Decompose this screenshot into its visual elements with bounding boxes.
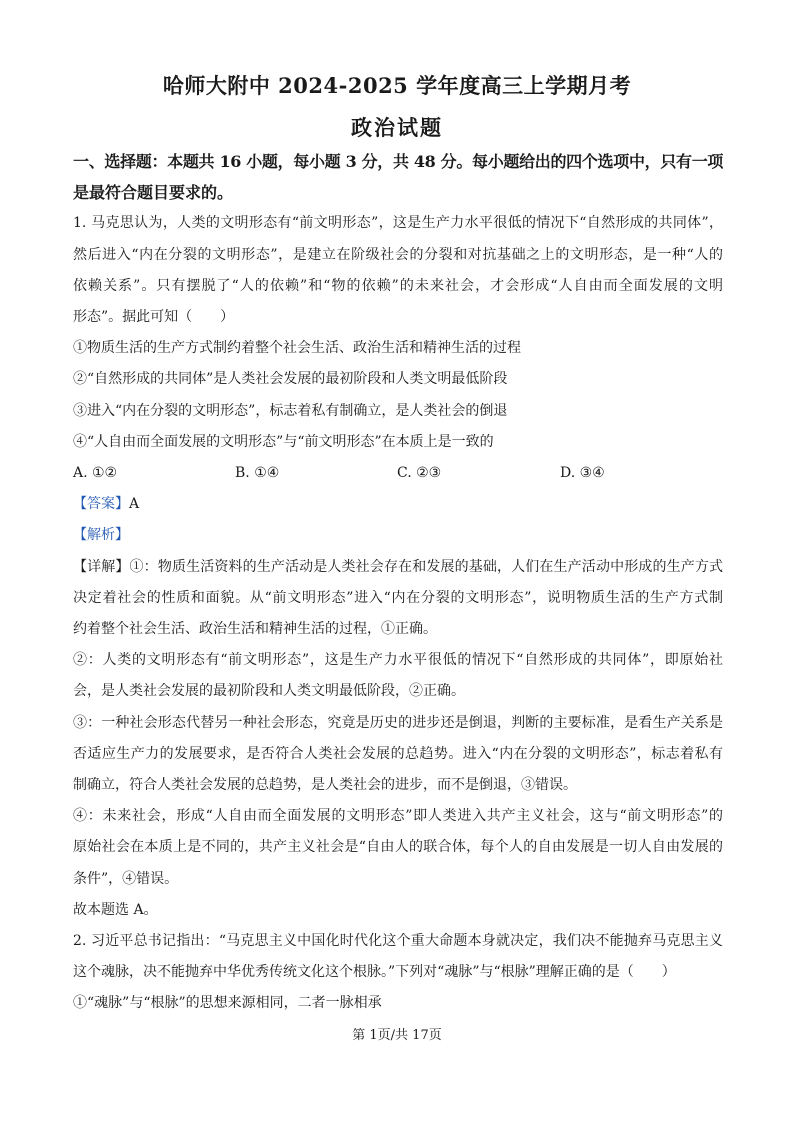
q2-statement: ①“魂脉”与“根脉”的思想来源相同，二者一脉相承 [73,995,382,1012]
answer-line [73,489,723,520]
q1-stem-line: 然后进入“内在分裂的文明形态”，是建立在阶级社会的分裂和对抗基础之上的文明形态，是一种“人的 [73,246,723,263]
q1-stem-line: 1. 马克思认为，人类的文明形态有“前文明形态”，这是生产力水平很低的情况下“自然形成的共同体”， [73,215,723,232]
detail-line: ③：一种社会形态代替另一种社会形态，究竟是历史的进步还是倒退，判断的主要标准，是看生产关系是 [73,714,723,731]
exam-title: 哈师大附中 2024-2025 学年度高三上学期月考 [162,73,632,98]
conclusion: 故本题选 A。 [73,901,158,918]
option-b: B. ①④ [235,465,280,482]
q1-statement: ③进入“内在分裂的文明形态”，标志着私有制确立，是人类社会的倒退 [73,402,508,419]
page-footer: 第 1页/共 17页 [352,1028,442,1043]
q2-stem-line: 这个魂脉，决不能抛弃中华优秀传统文化这个根脉。”下列对“魂脉”与“根脉”理解正确的是（ ） [73,964,676,981]
q1-stem-line: 依赖关系”。只有摆脱了“人的依赖”和“物的依赖”的未来社会，才会形成“人自由而全面发展的文明 [73,277,723,294]
detail-line: ②：人类的文明形态有“前文明形态”，这是生产力水平很低的情况下“自然形成的共同体”，即原始社 [73,652,723,669]
option-c: C. ②③ [397,465,442,482]
q2-stem-line: 2. 习近平总书记指出：“马克思主义中国化时代化这个重大命题本身就决定，我们决不能抛弃马克思主义 [73,933,723,950]
exam-body [73,146,723,1020]
section-heading: 一、选择题：本题共 16 小题，每小题 3 分，共 48 分。每小题给出的四个选项中，只有一项 [73,152,723,171]
detail-line: 否适应生产力的发展要求，是否符合人类社会发展的总趋势。进入“内在分裂的文明形态”，标志着私有 [73,745,723,762]
answer-tag: 【答案】 [73,496,129,513]
section-heading-cont: 是最符合题目要求的。 [73,183,234,203]
q1-options [73,458,723,489]
detail-line: 约着整个社会生活、政治生活和精神生活的过程，①正确。 [73,621,437,638]
q1-statement: ①物质生活的生产方式制约着整个社会生活、政治生活和精神生活的过程 [73,340,521,357]
subject-title: 政治试题 [351,115,443,140]
detail-line: 会，是人类社会发展的最初阶段和人类文明最低阶段，②正确。 [73,683,465,700]
analysis-line [73,520,723,551]
option-d: D. ③④ [560,465,605,482]
analysis-tag: 【解析】 [73,527,129,544]
answer-value: A [129,496,140,513]
q1-stem-line: 形态”。据此可知（ ） [73,309,235,326]
q1-statement: ②“自然形成的共同体”是人类社会发展的最初阶段和人类文明最低阶段 [73,371,508,388]
detail-line: ④：未来社会，形成“人自由而全面发展的文明形态”即人类进入共产主义社会，这与“前文明形态”的 [73,808,723,825]
detail-line: 【详解】①：物质生活资料的生产活动是人类社会存在和发展的基础，人们在生产活动中形成的生产方式 [73,558,724,575]
detail-line: 制确立，符合人类社会发展的总趋势，是人类社会的进步，而不是倒退，③错误。 [73,777,577,794]
detail-line: 决定着社会的性质和面貌。从“前文明形态”进入“内在分裂的文明形态”，说明物质生活的生产方式制 [73,589,723,606]
detail-tag: 【详解】 [73,558,130,575]
option-a: A. ①② [73,465,118,482]
detail-line: 原始社会在本质上是不同的，共产主义社会是“自由人的联合体，每个人的自由发展是一切人自由发展的 [73,839,723,856]
q1-statement: ④“人自由而全面发展的文明形态”与“前文明形态”在本质上是一致的 [73,433,494,450]
detail-line: 条件”，④错误。 [73,870,179,887]
